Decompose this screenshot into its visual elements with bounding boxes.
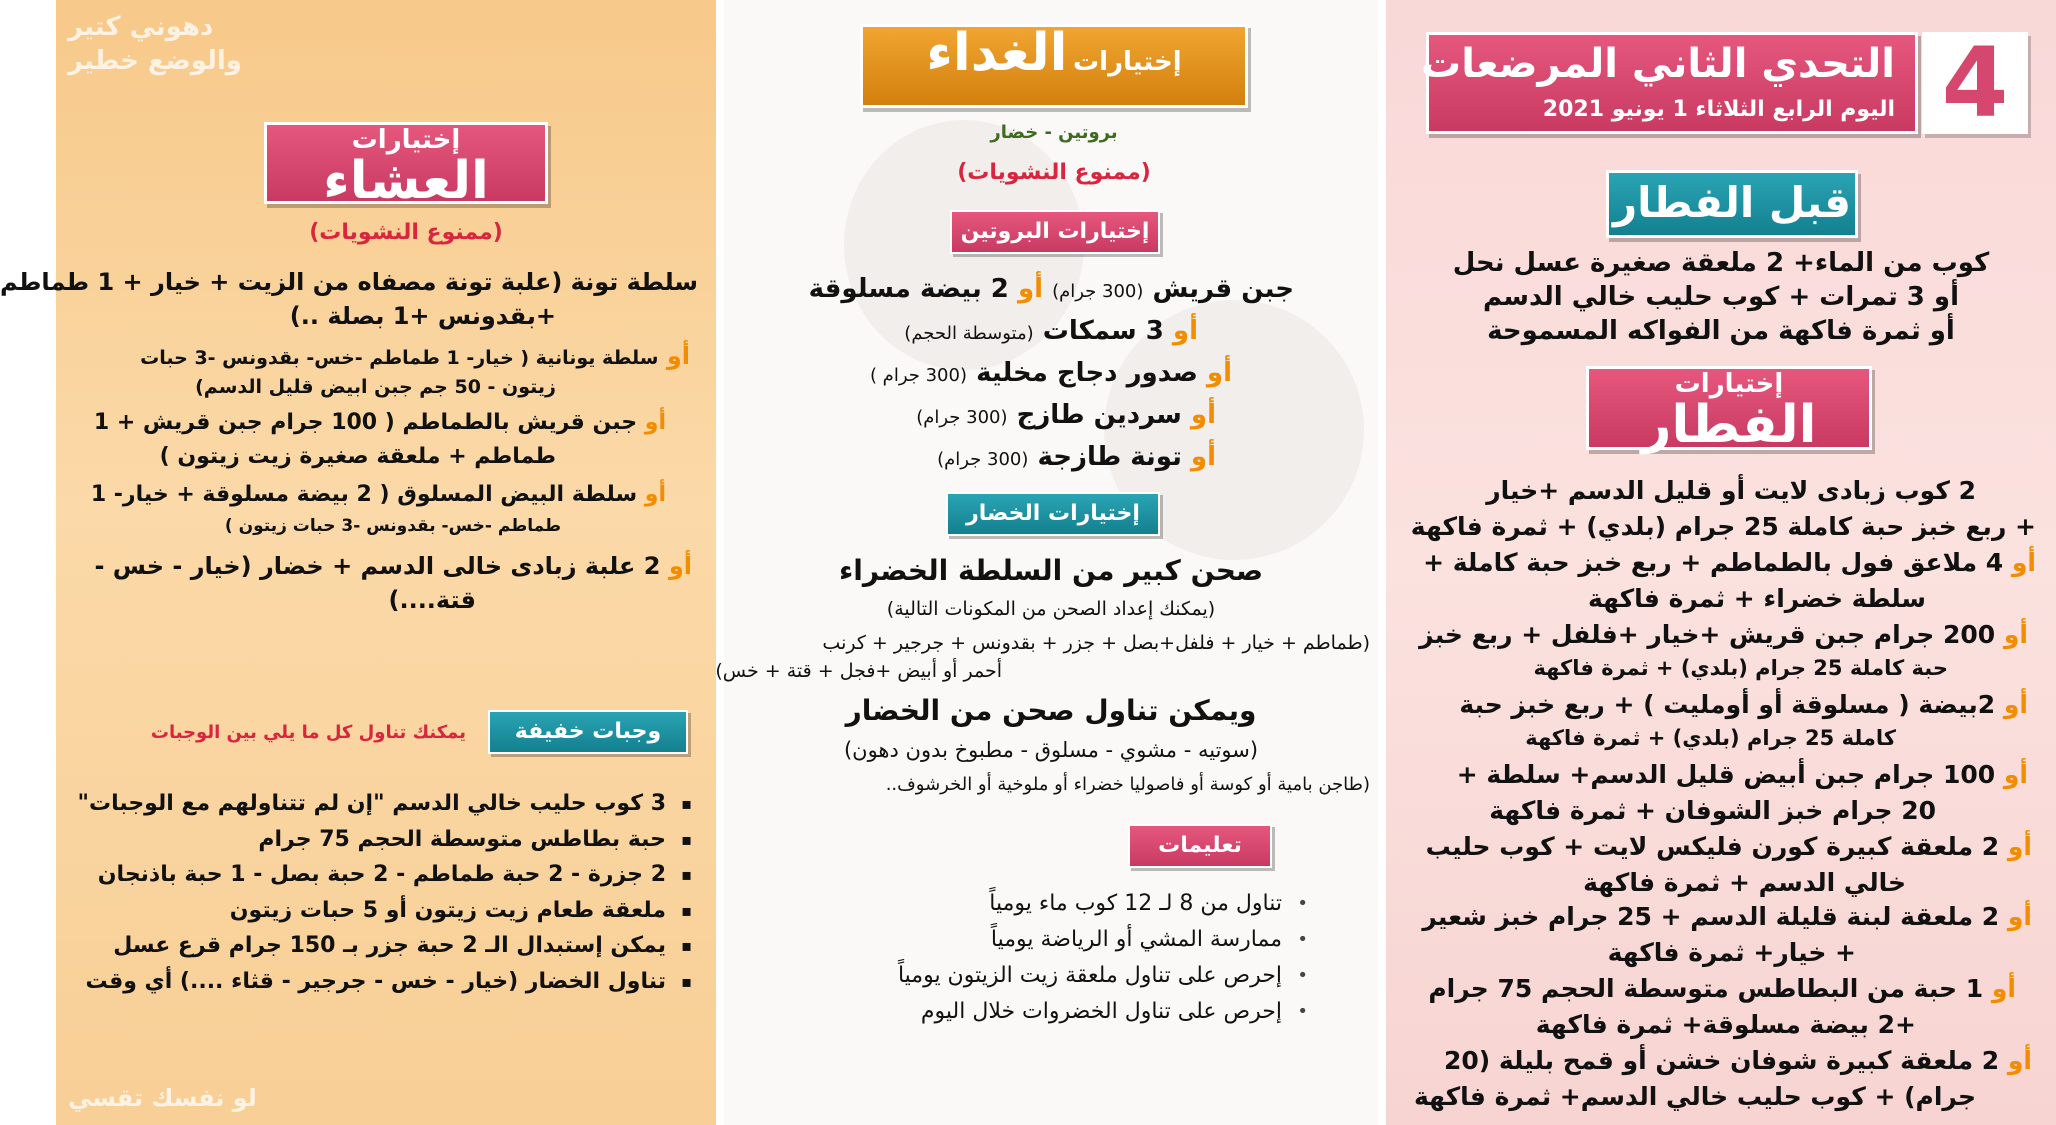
or-prefix: أو — [644, 410, 666, 435]
banner-small-text: إختيارات — [1674, 369, 1784, 399]
dinner-note: (ممنوع النشويات) — [309, 220, 503, 245]
snack-item: ▪ 2 جزرة - 2 حبة طماطم - 2 حبة بصل - 1 حبة باذنجان — [78, 857, 666, 893]
lunch-banner — [860, 24, 1248, 108]
veg-ingredients: أحمر أو أبيض +فجل + قتة + خس) — [715, 660, 1002, 682]
breakfast-line: 20 جرام خبز الشوفان + ثمرة فاكهة — [1489, 796, 1936, 825]
or-prefix: أو — [2007, 1046, 2032, 1075]
dinner-item — [94, 410, 666, 435]
protein-detail: (300 جرام) — [937, 449, 1029, 470]
dinner-item-line: جبن قريش بالطماطم ( 100 جرام جبن قريش + 1 — [93, 410, 638, 435]
veg-tag: إختيارات الخضار — [946, 492, 1160, 536]
protein-item — [937, 442, 1216, 472]
protein-detail: (300 جرام ) — [869, 365, 967, 386]
protein-name: صدور دجاج مخلية — [976, 358, 1198, 388]
pre-breakfast-tag: قبل الفطار — [1606, 170, 1858, 238]
day-number: 4 — [1941, 27, 2009, 139]
breakfast-line: جرام) + كوب حليب خالي الدسم+ ثمرة فاكهة — [1413, 1082, 1976, 1111]
veg-ingredients: (طماطم + خيار + فلفل+بصل + جزر + بقدونس + جرجير + كرنب — [822, 632, 1370, 654]
instructions-list — [898, 886, 1310, 1030]
snack-item: ▪ يمكن إستبدال الـ 2 حبة جزر بـ 150 جرام قرع عسل — [78, 928, 666, 964]
breakfast-column — [1386, 0, 2056, 1125]
banner-small-text: إختيارات — [351, 125, 461, 155]
dinner-item-line: سلطة تونة (علبة تونة مصفاه من الزيت + خيار + 1 طماطم — [0, 268, 698, 296]
dinner-item-line: +بقدونس +1 بصلة ..) — [289, 302, 556, 330]
dinner-banner — [264, 122, 548, 211]
or-prefix: أو — [666, 342, 690, 370]
breakfast-banner — [1586, 366, 1872, 455]
or-prefix: أو — [1190, 442, 1216, 472]
instruction-item: • إحرص على تناول ملعقة زيت الزيتون يومياً — [898, 958, 1282, 994]
or-prefix: أو — [1991, 974, 2016, 1003]
instruction-item: • إحرص على تناول الخضروات خلال اليوم — [898, 994, 1282, 1030]
or-prefix: أو — [1190, 400, 1216, 430]
watermark-top — [68, 10, 242, 78]
banner-small-text: إختيارات — [1073, 47, 1182, 77]
day-number-box — [1922, 27, 2028, 139]
lunch-column — [716, 0, 1386, 1125]
breakfast-line: كاملة 25 جرام (بلدي) + ثمرة فاكهة — [1525, 726, 1896, 750]
breakfast-item — [1457, 760, 2028, 789]
snacks-tag: وجبات خفيفة — [488, 710, 688, 754]
breakfast-item — [1422, 902, 2032, 931]
dinner-item-line: زيتون - 50 جم جبن ابيض قليل الدسم) — [195, 376, 556, 398]
challenge-date: اليوم الرابع الثلاثاء 1 يونيو 2021 — [1542, 97, 1895, 122]
dinner-item — [94, 552, 692, 580]
dinner-item-line: طماطم + ملعقة صغيرة زيت زيتون ) — [159, 444, 556, 469]
breakfast-line: 200 جرام جبن قريش +خيار +فلفل + ربع خبز — [1419, 620, 1996, 649]
breakfast-line: 2 كوب زبادى لايت أو قليل الدسم +خيار — [1486, 476, 1976, 505]
breakfast-item — [1426, 832, 2032, 861]
breakfast-item — [1419, 620, 2028, 649]
banner-big-text: العشاء — [323, 151, 489, 211]
banner-big-text: الفطار — [1641, 395, 1817, 455]
breakfast-line: 2 ملعقة لبنة قليلة الدسم + 25 جرام خبز شعير — [1422, 902, 2000, 931]
breakfast-line: 4 ملاعق فول بالطماطم + ربع خبز حبة كاملة + — [1423, 548, 2004, 577]
title-banner — [1421, 32, 1918, 134]
protein-name: 2 بيضة مسلوقة — [808, 274, 1009, 304]
breakfast-item — [1459, 690, 2028, 719]
breakfast-line: + ربع خبز حبة كاملة 25 جرام (بلدي) + ثمرة فاكهة — [1410, 512, 2036, 541]
veg-cooked: (طاجن بامية أو كوسة أو فاصوليا خضراء أو ملوخية أو الخرشوف.. — [885, 774, 1370, 795]
or-prefix: أو — [2007, 832, 2032, 861]
snacks-list — [78, 786, 694, 999]
breakfast-line: سلطة خضراء + ثمرة فاكهة — [1587, 584, 1926, 613]
breakfast-line: 1 حبة من البطاطس متوسطة الحجم 75 جرام — [1428, 974, 1984, 1003]
or-prefix: أو — [2011, 548, 2036, 577]
challenge-title: التحدي الثاني المرضعات — [1421, 41, 1895, 87]
watermark-bottom: لو نفسك تقسي — [68, 1084, 257, 1112]
dinner-item — [91, 482, 666, 507]
breakfast-line: حبة كاملة 25 جرام (بلدي) + ثمرة فاكهة — [1533, 656, 1948, 680]
protein-detail: (متوسطة الحجم) — [904, 323, 1034, 344]
or-prefix: أو — [2003, 620, 2028, 649]
protein-name: 3 سمكات — [1042, 316, 1164, 346]
veg-title2: ويمكن تناول صحن من الخضار — [845, 694, 1257, 727]
lunch-sub: بروتين - خضار — [990, 122, 1118, 143]
pre-breakfast-item: أو ثمرة فاكهة من الفواكه المسموحة — [1487, 316, 1955, 346]
veg-title: صحن كبير من السلطة الخضراء — [838, 554, 1264, 587]
breakfast-item — [1428, 974, 2016, 1003]
instruction-item: • تناول من 8 لـ 12 كوب ماء يومياً — [898, 886, 1282, 922]
breakfast-line: 2بيضة ( مسلوقة أو أومليت ) + ربع خبز حبة — [1459, 690, 1996, 719]
protein-item — [809, 274, 1294, 304]
dinner-item-line: 2 علبة زبادى خالى الدسم + خضار (خيار - خس - — [94, 552, 661, 580]
breakfast-line: 2 ملعقة كبيرة كورن فليكس لايت + كوب حليب — [1425, 832, 2000, 861]
watermark-line: دهوني كتير — [68, 12, 214, 42]
pre-breakfast-item: كوب من الماء+ 2 ملعقة صغيرة عسل نحل — [1452, 248, 1990, 278]
snack-item: ▪ 3 كوب حليب خالي الدسم "إن لم تتناولهم مع الوجبات" — [78, 786, 666, 822]
or-prefix: أو — [2003, 690, 2028, 719]
or-prefix: أو — [2003, 760, 2028, 789]
protein-item — [916, 400, 1216, 430]
protein-detail: (300 جرام) — [916, 407, 1008, 428]
or-prefix: أو — [644, 482, 666, 507]
dinner-item-line: قتة....) — [388, 586, 476, 614]
pre-breakfast-item: أو 3 تمرات + كوب حليب خالي الدسم — [1483, 282, 1959, 312]
or-prefix: أو — [1017, 274, 1044, 304]
lunch-note: (ممنوع النشويات) — [957, 160, 1151, 185]
breakfast-line: +2 بيضة مسلوقة+ ثمرة فاكهة — [1535, 1010, 1916, 1039]
protein-detail: (300 جرام) — [1052, 281, 1144, 302]
dinner-item-line: سلطة البيض المسلوق ( 2 بيضة مسلوقة + خيار- 1 — [90, 482, 638, 507]
protein-name: جبن قريش — [1152, 274, 1294, 304]
veg-sub: (يمكنك إعداد الصحن من المكونات التالية) — [886, 598, 1216, 620]
or-prefix: أو — [668, 552, 692, 580]
or-prefix: أو — [1206, 358, 1232, 388]
or-prefix: أو — [1172, 316, 1198, 346]
breakfast-line: خالي الدسم + ثمرة فاكهة — [1583, 868, 1906, 897]
snack-item: ▪ ملعقة طعام زيت زيتون أو 5 حبات زيتون — [78, 893, 666, 929]
protein-item — [870, 358, 1232, 388]
breakfast-line: 2 ملعقة كبيرة شوفان خشن أو قمح بليلة (20 — [1443, 1046, 2000, 1075]
protein-tag: إختيارات البروتين — [950, 210, 1160, 254]
snacks-note: يمكنك تناول كل ما يلي بين الوجبات — [150, 722, 466, 743]
banner-big-text: الغداء — [926, 23, 1068, 83]
snack-item: ▪ تناول الخضار (خيار - خس - جرجير - قثاء ....) أي وقت — [78, 964, 666, 1000]
breakfast-line: + خيار+ ثمرة فاكهة — [1607, 938, 1856, 967]
instruction-item: • ممارسة المشي أو الرياضة يومياً — [898, 922, 1282, 958]
instructions-tag: تعليمات — [1128, 824, 1272, 868]
protein-name: تونة طازجة — [1037, 442, 1182, 472]
breakfast-item — [1423, 548, 2036, 577]
dinner-item-line: طماطم -خس- بقدونس -3 حبات زيتون ) — [224, 516, 561, 536]
dinner-item-line: سلطة يونانية ( خيار- 1 طماطم -خس- بقدونس -3 حبات — [140, 347, 659, 369]
snack-item: ▪ حبة بطاطس متوسطة الحجم 75 جرام — [78, 822, 666, 858]
watermark-line: والوضع خطير — [68, 46, 242, 76]
dinner-column — [0, 0, 716, 1125]
breakfast-item — [1444, 1046, 2032, 1075]
dinner-item — [140, 342, 690, 370]
breakfast-line: 100 جرام جبن أبيض قليل الدسم+ سلطة + — [1456, 760, 1996, 789]
protein-item — [904, 316, 1198, 346]
veg-sub2: (سوتيه - مشوي - مسلوق - مطبوخ بدون دهون) — [843, 738, 1259, 762]
protein-name: سردين طازج — [1016, 400, 1182, 430]
or-prefix: أو — [2007, 902, 2032, 931]
